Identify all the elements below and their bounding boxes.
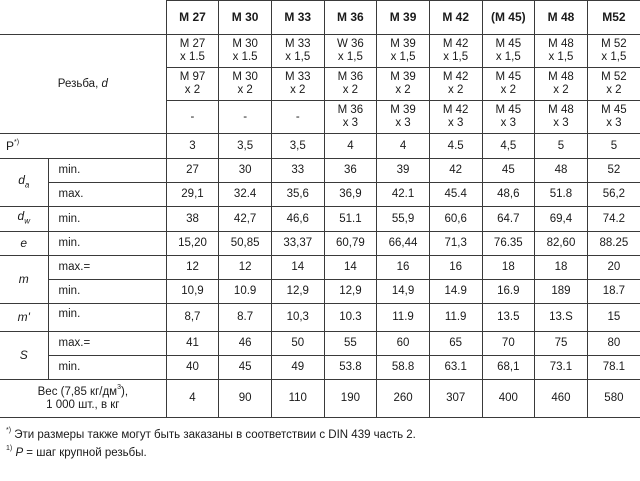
da-min-row <box>0 159 640 183</box>
s-max-cell: 60 <box>377 332 430 356</box>
m-min-cell: 14,9 <box>377 280 430 304</box>
da-min-cell: 30 <box>219 159 272 183</box>
da-min-cell: 42 <box>429 159 482 183</box>
thread-line: M 36 <box>337 71 364 83</box>
thread-cell <box>535 68 588 101</box>
thread-line: M 39 <box>390 104 416 116</box>
e-min-cell: 76.35 <box>482 232 535 256</box>
m_prime-symbol <box>0 304 48 332</box>
pitch-cell: 3,5 <box>271 134 324 159</box>
da-min-cell: 45 <box>482 159 535 183</box>
pitch-cell: 4 <box>377 134 430 159</box>
thread-label-var: d <box>101 77 108 90</box>
thread-line: x 1.5 <box>232 51 258 63</box>
thread-line: x 2 <box>448 84 464 96</box>
e-min-cell: 88.25 <box>587 232 640 256</box>
thread-cell: - <box>271 101 324 134</box>
thread-cell <box>535 101 588 134</box>
pitch-cell: 3 <box>166 134 219 159</box>
thread-cell <box>535 35 588 68</box>
s-min-cell: 40 <box>166 356 219 380</box>
dw-min-cell: 64.7 <box>482 207 535 232</box>
da-max-cell: 29,1 <box>166 183 219 207</box>
thread-line: M 27 <box>179 38 206 50</box>
m-prime-min-cell: 8,7 <box>166 304 219 332</box>
thread-line: M 45 <box>495 38 522 50</box>
m-symbol <box>0 256 48 304</box>
m_prime-min-label: min. <box>48 304 166 332</box>
column-header: M 48 <box>535 1 588 35</box>
thread-cell <box>166 35 219 68</box>
m-min-cell: 12,9 <box>271 280 324 304</box>
m-prime-min-cell: 8.7 <box>219 304 272 332</box>
thread-line: x 2 <box>500 84 516 96</box>
thread-line: x 3 <box>500 117 516 129</box>
da-symbol-text: d <box>18 172 25 187</box>
column-header: M 30 <box>219 1 272 35</box>
m-max-cell: 18 <box>482 256 535 280</box>
footnote-2: $^{1)}$ P = шаг крупной резьбы. <box>6 445 147 459</box>
da-max-cell: 42.1 <box>377 183 430 207</box>
m-prime-min-cell: 13.5 <box>482 304 535 332</box>
m-max-label: max.= <box>48 256 166 280</box>
header-row <box>0 1 640 35</box>
weight-row <box>0 380 640 418</box>
s-min-label: min. <box>48 356 166 380</box>
footnote-1: *) Эти размеры также могут быть заказаны в соответствии с DIN 439 часть 2. <box>6 427 416 441</box>
s-max-cell: 75 <box>535 332 588 356</box>
weight-cell: 190 <box>324 380 377 418</box>
thread-line: M 33 <box>284 71 311 83</box>
thread-line: M 36 <box>337 104 364 116</box>
weight-cell: 4 <box>166 380 219 418</box>
da-max-cell: 35,6 <box>271 183 324 207</box>
thread-line: x 3 <box>553 117 569 129</box>
dw-min-cell: 38 <box>166 207 219 232</box>
m-prime-min-cell: 11.9 <box>377 304 430 332</box>
thread-cell <box>377 101 430 134</box>
m-min-cell: 18.7 <box>587 280 640 304</box>
weight-cell: 90 <box>219 380 272 418</box>
da-max-cell: 48,6 <box>482 183 535 207</box>
column-header: (M 45) <box>482 1 535 35</box>
da-max-cell: 32.4 <box>219 183 272 207</box>
thread-line: M 45 <box>495 104 522 116</box>
dw-min-cell: 60,6 <box>429 207 482 232</box>
thread-cell <box>377 35 430 68</box>
s-symbol <box>0 332 48 380</box>
e-min-label: min. <box>48 232 166 256</box>
thread-line: M 48 <box>548 104 574 116</box>
m-prime-min-cell: 11.9 <box>429 304 482 332</box>
s-min-cell: 63.1 <box>429 356 482 380</box>
thread-cell <box>271 68 324 101</box>
pitch-cell: 5 <box>535 134 588 159</box>
e-min-cell: 15,20 <box>166 232 219 256</box>
m-max-cell: 16 <box>429 256 482 280</box>
thread-line: x 1,5 <box>390 51 416 63</box>
thread-cell <box>324 68 377 101</box>
thread-line: M 48 <box>548 38 574 50</box>
weight-cell: 260 <box>377 380 430 418</box>
column-header: M 36 <box>324 1 377 35</box>
thread-line: M 33 <box>284 38 311 50</box>
da-max-cell: 56,2 <box>587 183 640 207</box>
dw-row <box>0 207 640 232</box>
pitch-label <box>0 134 166 159</box>
m-max-cell: 14 <box>271 256 324 280</box>
thread-line: M 52 <box>601 38 627 50</box>
m-max-cell: 12 <box>166 256 219 280</box>
da-max-cell: 45.4 <box>429 183 482 207</box>
s-max-cell: 46 <box>219 332 272 356</box>
da-min-cell: 52 <box>587 159 640 183</box>
m-max-cell: 14 <box>324 256 377 280</box>
s-min-cell: 58.8 <box>377 356 430 380</box>
dw-min-cell: 51.1 <box>324 207 377 232</box>
column-header: M 27 <box>166 1 219 35</box>
m-max-cell: 12 <box>219 256 272 280</box>
da-max-cell: 36,9 <box>324 183 377 207</box>
thread-line: x 1,5 <box>285 51 311 63</box>
s-max-cell: 65 <box>429 332 482 356</box>
s-min-cell: 68,1 <box>482 356 535 380</box>
e-symbol <box>0 232 48 256</box>
da-max-row <box>0 183 640 207</box>
thread-line: x 1,5 <box>548 51 574 63</box>
m-min-cell: 14.9 <box>429 280 482 304</box>
thread-cell <box>324 101 377 134</box>
thread-line: M 39 <box>390 38 416 50</box>
column-header: M 39 <box>377 1 430 35</box>
thread-line: M 48 <box>548 71 574 83</box>
thread-line: x 1,5 <box>495 51 521 63</box>
pitch-cell: 3,5 <box>219 134 272 159</box>
thread-row <box>0 35 640 68</box>
thread-line: x 2 <box>553 84 569 96</box>
s-min-row <box>0 356 640 380</box>
weight-label-end: ), <box>121 385 129 398</box>
dw-symbol <box>0 207 48 232</box>
e-row <box>0 232 640 256</box>
thread-cell <box>324 35 377 68</box>
thread-line: M 52 <box>601 71 627 83</box>
dw-min-cell: 69,4 <box>535 207 588 232</box>
s-min-cell: 49 <box>271 356 324 380</box>
m-min-cell: 189 <box>535 280 588 304</box>
m-min-cell: 12,9 <box>324 280 377 304</box>
e-min-cell: 50,85 <box>219 232 272 256</box>
thread-cell <box>587 35 640 68</box>
dw-min-cell: 55,9 <box>377 207 430 232</box>
pitch-cell: 4,5 <box>482 134 535 159</box>
m-max-cell: 20 <box>587 256 640 280</box>
s-max-cell: 41 <box>166 332 219 356</box>
thread-cell <box>587 68 640 101</box>
thread-label <box>0 35 166 134</box>
s-max-row <box>0 332 640 356</box>
m_prime-symbol-text: m' <box>17 310 30 324</box>
e-min-cell: 82,60 <box>535 232 588 256</box>
da-max-cell: 51.8 <box>535 183 588 207</box>
thread-line: M 45 <box>601 104 627 116</box>
thread-cell <box>429 35 482 68</box>
dw-symbol-text: d <box>17 209 25 224</box>
thread-line: x 2 <box>342 84 359 96</box>
s-min-cell: 53.8 <box>324 356 377 380</box>
pitch-cell: 4.5 <box>429 134 482 159</box>
da-min-cell: 36 <box>324 159 377 183</box>
weight-label-line-2: 1 000 шт., в кг <box>46 398 120 411</box>
thread-cell <box>219 68 272 101</box>
column-header: M 33 <box>271 1 324 35</box>
pitch-footnote-mark: *) <box>14 138 20 146</box>
weight-cell: 110 <box>271 380 324 418</box>
da-symbol <box>0 159 48 207</box>
thread-cell <box>482 35 535 68</box>
thread-line: x 2 <box>184 84 201 96</box>
e-min-cell: 71,3 <box>429 232 482 256</box>
e-symbol-text: e <box>20 236 28 250</box>
column-header: M 42 <box>429 1 482 35</box>
e-min-cell: 33,37 <box>271 232 324 256</box>
thread-line: x 1.5 <box>180 51 205 63</box>
m-max-cell: 16 <box>377 256 430 280</box>
weight-cell: 307 <box>429 380 482 418</box>
thread-cell <box>587 101 640 134</box>
thread-cell <box>482 68 535 101</box>
m-min-label: min. <box>48 280 166 304</box>
weight-label-sup: 3 <box>117 383 121 391</box>
thread-line: x 2 <box>606 84 622 96</box>
weight-cell: 400 <box>482 380 535 418</box>
pitch-cell: 4 <box>324 134 377 159</box>
thread-line: x 1,5 <box>601 51 627 63</box>
thread-cell <box>219 35 272 68</box>
s-max-cell: 55 <box>324 332 377 356</box>
thread-line: x 1,5 <box>337 51 363 63</box>
thread-cell <box>166 68 219 101</box>
m-symbol-text: m <box>18 272 29 286</box>
column-header: M52 <box>587 1 640 35</box>
m-min-cell: 10.9 <box>219 280 272 304</box>
s-symbol-text: S <box>19 348 28 362</box>
m-prime-min-cell: 13.S <box>535 304 588 332</box>
thread-line: M 39 <box>390 71 416 83</box>
e-min-cell: 66,44 <box>377 232 430 256</box>
thread-cell <box>429 68 482 101</box>
e-min-cell: 60,79 <box>324 232 377 256</box>
weight-cell: 460 <box>535 380 588 418</box>
pitch-cell: 5 <box>587 134 640 159</box>
weight-label-line-1 <box>0 383 166 399</box>
thread-line: x 3 <box>606 117 622 129</box>
thread-cell <box>271 35 324 68</box>
m-prime-min-cell: 15 <box>587 304 640 332</box>
da-min-label: min. <box>48 159 166 183</box>
thread-line: x 1,5 <box>443 51 469 63</box>
thread-label-text: Резьба, <box>57 77 102 90</box>
thread-line: x 2 <box>290 84 306 96</box>
m-max-cell: 18 <box>535 256 588 280</box>
thread-cell <box>377 68 430 101</box>
weight-label-text: Вес (7,85 кг/дм <box>37 385 118 398</box>
s-max-label: max.= <box>48 332 166 356</box>
thread-cell: - <box>166 101 219 134</box>
s-max-cell: 80 <box>587 332 640 356</box>
thread-line: x 3 <box>448 117 464 129</box>
thread-line: M 97 <box>179 71 206 83</box>
thread-line: M 42 <box>442 71 469 83</box>
dw-min-cell: 74.2 <box>587 207 640 232</box>
m-min-cell: 10,9 <box>166 280 219 304</box>
s-min-cell: 45 <box>219 356 272 380</box>
s-max-cell: 70 <box>482 332 535 356</box>
thread-cell <box>429 101 482 134</box>
da-max-label: max. <box>48 183 166 207</box>
pitch-row <box>0 134 640 159</box>
m-prime-min-cell: 10.3 <box>324 304 377 332</box>
thread-line: M 30 <box>232 71 258 83</box>
thread-line: M 30 <box>232 38 258 50</box>
dw-min-cell: 42,7 <box>219 207 272 232</box>
weight-cell: 580 <box>587 380 640 418</box>
m-min-cell: 16.9 <box>482 280 535 304</box>
dw-min-cell: 46,6 <box>271 207 324 232</box>
da-min-cell: 39 <box>377 159 430 183</box>
thread-line: x 3 <box>395 117 411 129</box>
thread-cell <box>482 101 535 134</box>
da-symbol-sub: a <box>24 180 30 190</box>
thread-line: x 2 <box>237 84 253 96</box>
s-min-cell: 73.1 <box>535 356 588 380</box>
m-prime-min-cell: 10,3 <box>271 304 324 332</box>
thread-line: M 45 <box>495 71 522 83</box>
m-prime-row <box>0 304 640 332</box>
thread-line: x 2 <box>395 84 411 96</box>
dw-symbol-sub: w <box>24 216 30 226</box>
m-max-row <box>0 256 640 280</box>
thread-line: M 42 <box>442 38 469 50</box>
da-min-cell: 27 <box>166 159 219 183</box>
s-min-cell: 78.1 <box>587 356 640 380</box>
da-min-cell: 33 <box>271 159 324 183</box>
da-min-cell: 48 <box>535 159 588 183</box>
thread-cell: - <box>219 101 272 134</box>
thread-line: M 42 <box>442 104 469 116</box>
thread-line: W 36 <box>336 38 364 50</box>
header-corner <box>0 1 166 35</box>
pitch-symbol: P <box>6 138 15 153</box>
thread-line: x 3 <box>342 117 359 129</box>
weight-label <box>0 380 166 418</box>
m-min-row <box>0 280 640 304</box>
s-max-cell: 50 <box>271 332 324 356</box>
dw-min-label: min. <box>48 207 166 232</box>
footnotes <box>6 426 626 462</box>
